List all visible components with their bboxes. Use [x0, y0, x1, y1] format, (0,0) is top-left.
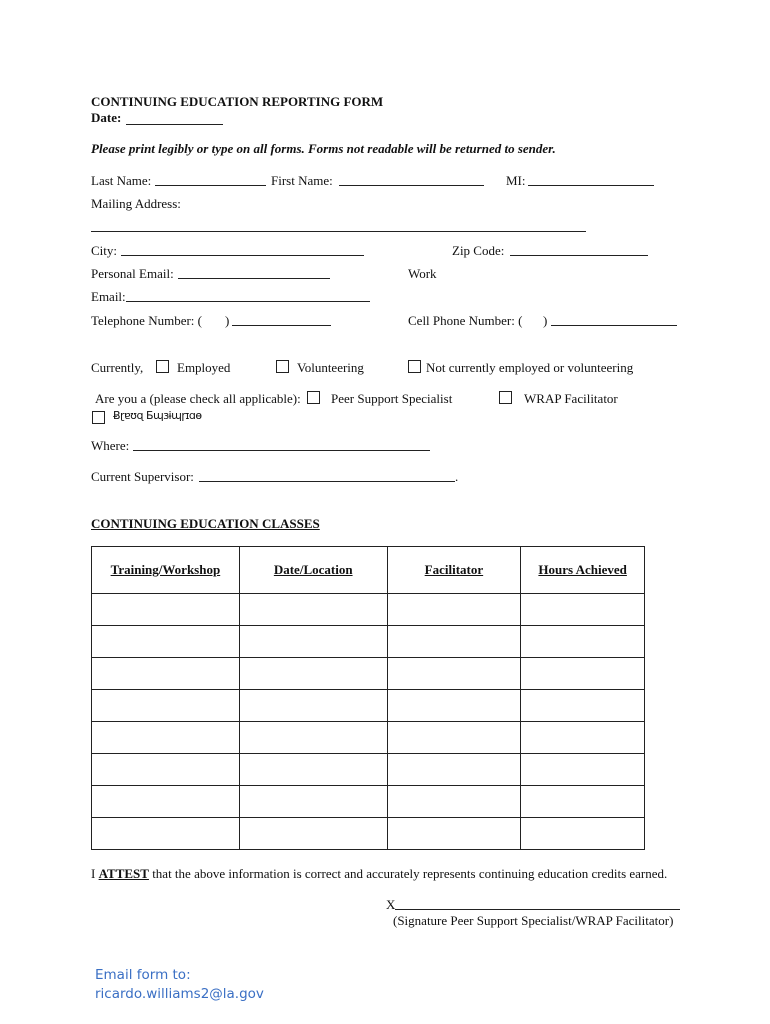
table-cell[interactable]	[521, 754, 645, 786]
table-cell[interactable]	[239, 818, 387, 850]
role-prompt: Are you a (please check all applicable):	[95, 391, 301, 406]
email-label: Email:	[91, 289, 126, 304]
peer-support-checkbox[interactable]	[307, 391, 320, 404]
mi-label: MI:	[506, 173, 526, 188]
first-name-field[interactable]	[339, 185, 484, 186]
table-cell[interactable]	[387, 626, 521, 658]
last-name-label: Last Name:	[91, 173, 152, 188]
date-field[interactable]	[126, 124, 223, 125]
mailing-address-field[interactable]	[91, 231, 586, 232]
personal-email-label: Personal Email:	[91, 266, 174, 281]
supervisor-field[interactable]	[199, 481, 455, 482]
email-address-link[interactable]: ricardo.williams2@la.gov	[95, 986, 264, 1002]
table-row	[92, 722, 645, 754]
table-row	[92, 690, 645, 722]
col-hours-achieved: Hours Achieved	[521, 547, 645, 594]
supervisor-end-period: .	[455, 469, 459, 484]
table-cell[interactable]	[387, 594, 521, 626]
peer-support-label: Peer Support Specialist	[331, 391, 453, 406]
wrap-facilitator-checkbox[interactable]	[499, 391, 512, 404]
wrap-facilitator-label: WRAP Facilitator	[524, 391, 618, 406]
cell-phone-label: Cell Phone Number: (	[408, 313, 523, 328]
employed-checkbox[interactable]	[156, 360, 169, 373]
mailing-address-label: Mailing Address:	[91, 196, 181, 211]
classes-heading: CONTINUING EDUCATION CLASSES	[91, 516, 320, 531]
table-cell[interactable]	[521, 626, 645, 658]
other-role-checkbox[interactable]	[92, 411, 105, 424]
zip-code-field[interactable]	[510, 255, 648, 256]
city-field[interactable]	[121, 255, 364, 256]
table-cell[interactable]	[521, 690, 645, 722]
where-label: Where:	[91, 438, 130, 453]
signature-caption: (Signature Peer Support Specialist/WRAP Facilitator)	[393, 913, 674, 928]
employed-label: Employed	[177, 360, 231, 375]
work-label: Work	[408, 266, 437, 281]
telephone-field[interactable]	[232, 325, 331, 326]
signature-x: X	[386, 897, 396, 912]
table-row	[92, 754, 645, 786]
table-cell[interactable]	[521, 722, 645, 754]
table-row	[92, 658, 645, 690]
instruction-text: Please print legibly or type on all forms. Forms not readable will be returned to sender.	[91, 141, 556, 156]
table-cell[interactable]	[239, 786, 387, 818]
table-cell[interactable]	[239, 754, 387, 786]
attest-prefix: I	[91, 866, 99, 881]
where-field[interactable]	[133, 450, 430, 451]
table-cell[interactable]	[239, 594, 387, 626]
table-row	[92, 786, 645, 818]
table-cell[interactable]	[92, 818, 240, 850]
table-cell[interactable]	[387, 818, 521, 850]
form-title: CONTINUING EDUCATION REPORTING FORM	[91, 94, 384, 109]
table-cell[interactable]	[92, 658, 240, 690]
table-cell[interactable]	[92, 786, 240, 818]
city-label: City:	[91, 243, 118, 258]
telephone-close-paren: )	[225, 313, 230, 328]
table-cell[interactable]	[387, 722, 521, 754]
table-cell[interactable]	[92, 722, 240, 754]
mi-field[interactable]	[528, 185, 654, 186]
date-label: Date:	[91, 110, 122, 125]
last-name-field[interactable]	[155, 185, 266, 186]
classes-table	[91, 546, 645, 850]
supervisor-label: Current Supervisor:	[91, 469, 194, 484]
col-date-location: Date/Location	[239, 547, 387, 594]
volunteering-label: Volunteering	[297, 360, 364, 375]
cell-phone-close-paren: )	[543, 313, 548, 328]
table-cell[interactable]	[521, 786, 645, 818]
table-cell[interactable]	[239, 658, 387, 690]
col-facilitator: Facilitator	[387, 547, 521, 594]
table-cell[interactable]	[387, 786, 521, 818]
table-cell[interactable]	[521, 658, 645, 690]
not-employed-checkbox[interactable]	[408, 360, 421, 373]
telephone-label: Telephone Number: (	[91, 313, 202, 328]
work-email-field[interactable]	[126, 301, 370, 302]
table-cell[interactable]	[239, 722, 387, 754]
first-name-label: First Name:	[271, 173, 333, 188]
signature-field[interactable]	[395, 909, 680, 910]
classes-header-row	[92, 547, 645, 594]
not-employed-label: Not currently employed or volunteering	[426, 360, 634, 375]
table-cell[interactable]	[387, 690, 521, 722]
table-cell[interactable]	[521, 594, 645, 626]
col-training-workshop: Training/Workshop	[92, 547, 240, 594]
table-cell[interactable]	[92, 754, 240, 786]
table-cell[interactable]	[387, 658, 521, 690]
table-cell[interactable]	[521, 818, 645, 850]
personal-email-field[interactable]	[178, 278, 330, 279]
zip-code-label: Zip Code:	[452, 243, 505, 258]
table-cell[interactable]	[387, 754, 521, 786]
volunteering-checkbox[interactable]	[276, 360, 289, 373]
currently-label: Currently,	[91, 360, 144, 375]
garbled-role-text: Ƀɽɐʊɋ Ƃɰɜɨɰɼɪɑɵ	[113, 409, 202, 422]
attest-statement	[91, 866, 667, 882]
table-cell[interactable]	[239, 626, 387, 658]
table-row	[92, 594, 645, 626]
table-cell[interactable]	[92, 594, 240, 626]
table-row	[92, 818, 645, 850]
attest-rest: that the above information is correct and accurately represents continuing education credits earned.	[148, 866, 668, 881]
table-row	[92, 626, 645, 658]
email-form-label: Email form to:	[95, 967, 191, 983]
table-cell[interactable]	[239, 690, 387, 722]
table-cell[interactable]	[92, 626, 240, 658]
attest-keyword: ATTEST	[98, 866, 149, 881]
table-cell[interactable]	[92, 690, 240, 722]
cell-phone-field[interactable]	[551, 325, 677, 326]
